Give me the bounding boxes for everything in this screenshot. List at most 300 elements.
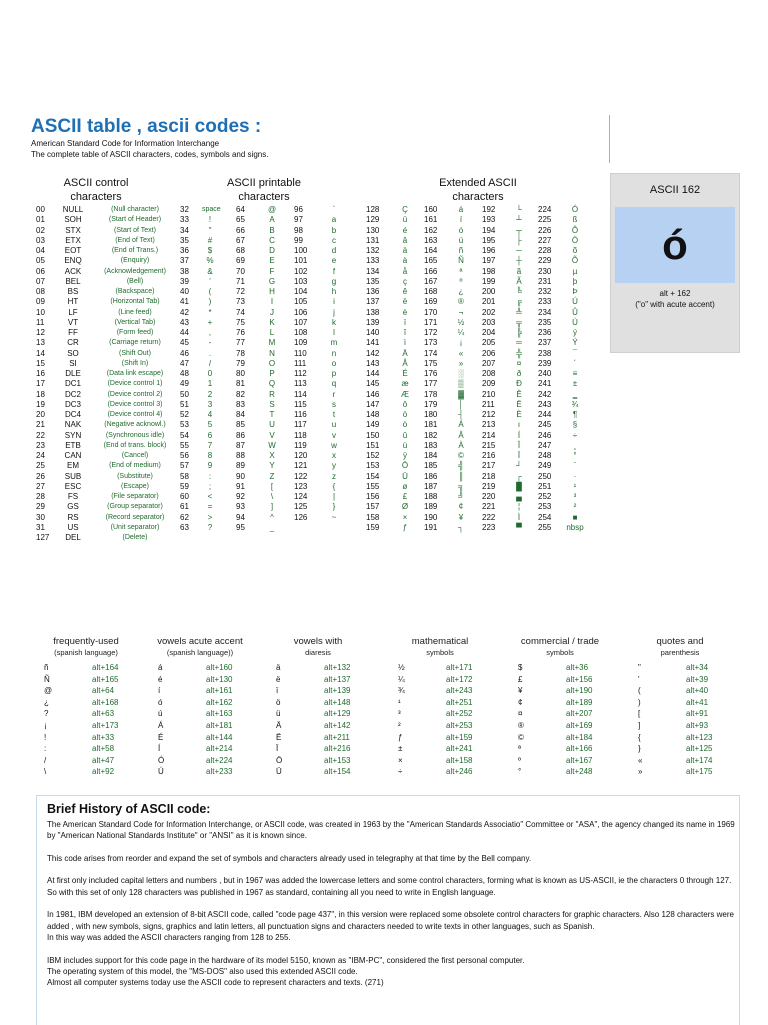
char-cell: ú bbox=[458, 235, 464, 245]
table-row bbox=[36, 400, 166, 410]
char-cell: Õ bbox=[571, 256, 579, 266]
table-row bbox=[366, 215, 598, 225]
char-cell: ╔ bbox=[516, 297, 522, 307]
char-cell: \ bbox=[270, 492, 274, 501]
alt-code-cell: alt+91 bbox=[686, 709, 709, 719]
code-cell: 232 bbox=[538, 287, 552, 296]
list-item bbox=[398, 697, 498, 709]
table-row bbox=[36, 338, 166, 348]
char-cell: Í bbox=[517, 430, 521, 440]
table-row bbox=[180, 390, 350, 400]
code-cell: 21 bbox=[36, 420, 45, 430]
description-cell: (Device control 4) bbox=[107, 411, 163, 418]
symbol-cell: : bbox=[44, 744, 47, 754]
char-cell: ¤ bbox=[516, 358, 522, 368]
table-row bbox=[366, 420, 598, 430]
abbr-cell: DC4 bbox=[64, 410, 81, 419]
code-cell: 168 bbox=[424, 287, 438, 296]
description-cell: (Form feed) bbox=[116, 329, 154, 336]
char-cell: P bbox=[269, 369, 275, 378]
code-cell: 199 bbox=[482, 276, 496, 286]
code-cell: 249 bbox=[538, 461, 552, 471]
code-cell: 70 bbox=[236, 266, 245, 276]
char-cell: Ä bbox=[402, 348, 408, 358]
alt-code-cell: alt+224 bbox=[206, 755, 233, 765]
char-cell: ^ bbox=[270, 512, 274, 522]
alt-code-cell: alt+160 bbox=[206, 663, 233, 672]
alt-code-cell: alt+148 bbox=[324, 697, 351, 707]
abbr-cell: DEL bbox=[65, 533, 81, 542]
code-cell: 213 bbox=[482, 420, 496, 430]
list-item bbox=[276, 685, 376, 697]
code-cell: 233 bbox=[538, 297, 552, 307]
group-title: quotes and bbox=[656, 636, 704, 647]
abbr-cell: HT bbox=[67, 297, 79, 307]
code-cell: 194 bbox=[482, 225, 496, 235]
list-item bbox=[518, 743, 618, 755]
group-subtitle: parenthesis bbox=[660, 648, 700, 657]
symbol-cell: ä bbox=[276, 663, 281, 672]
char-cell: J bbox=[270, 307, 274, 317]
table-row bbox=[366, 308, 598, 318]
code-cell: 14 bbox=[36, 348, 45, 358]
char-cell: ` bbox=[332, 205, 336, 214]
symbol-cell: ¹ bbox=[398, 697, 401, 707]
alt-code-cell: alt+92 bbox=[92, 767, 115, 777]
alt-code-cell: alt+144 bbox=[206, 732, 233, 742]
code-cell: 145 bbox=[366, 379, 380, 389]
code-cell: 34 bbox=[180, 225, 189, 235]
code-cell: 07 bbox=[36, 276, 45, 286]
table-row bbox=[36, 349, 166, 359]
abbr-cell: RS bbox=[67, 512, 79, 522]
abbr-cell: NAK bbox=[64, 420, 82, 430]
alt-code-cell: alt+34 bbox=[686, 663, 709, 672]
code-cell: 216 bbox=[482, 451, 496, 460]
code-cell: 128 bbox=[366, 205, 380, 214]
code-cell: 243 bbox=[538, 399, 552, 409]
code-cell: 03 bbox=[36, 235, 45, 245]
char-cell: × bbox=[402, 512, 408, 522]
code-cell: 38 bbox=[180, 266, 189, 276]
symbol-cell: ö bbox=[276, 697, 281, 707]
code-cell: 188 bbox=[424, 492, 438, 501]
list-item bbox=[276, 708, 376, 720]
code-cell: 100 bbox=[294, 246, 308, 255]
alt-code-cell: alt+233 bbox=[206, 767, 233, 777]
table-row bbox=[180, 513, 350, 523]
table-row bbox=[36, 420, 166, 430]
char-cell: ╝ bbox=[458, 492, 464, 501]
char-cell: + bbox=[207, 317, 213, 327]
code-cell: 20 bbox=[36, 410, 45, 419]
code-cell: 82 bbox=[236, 389, 245, 399]
symbol-cell: ë bbox=[276, 674, 281, 684]
table-row bbox=[36, 359, 166, 369]
table-row bbox=[180, 523, 350, 533]
alt-code-cell: alt+189 bbox=[566, 697, 593, 707]
table-row bbox=[180, 359, 350, 369]
alt-code-cell: alt+253 bbox=[446, 720, 473, 730]
table-row bbox=[36, 328, 166, 338]
symbol-cell: [ bbox=[638, 709, 641, 719]
table-row bbox=[180, 369, 350, 379]
code-cell: 181 bbox=[424, 420, 438, 430]
code-cell: 122 bbox=[294, 471, 308, 481]
symbol-cell: Ë bbox=[276, 732, 282, 742]
abbr-cell: SOH bbox=[64, 215, 82, 225]
code-cell: 27 bbox=[36, 481, 45, 491]
abbr-cell: SUB bbox=[64, 471, 82, 481]
char-cell: L bbox=[269, 328, 275, 337]
code-cell: 118 bbox=[294, 430, 307, 440]
table-row bbox=[36, 277, 166, 287]
char-cell: À bbox=[458, 440, 464, 450]
char-cell: õ bbox=[572, 246, 578, 255]
list-item bbox=[158, 732, 258, 744]
table-row bbox=[366, 472, 598, 482]
char-cell: ' bbox=[209, 276, 211, 286]
code-cell: 253 bbox=[538, 502, 552, 512]
table-row bbox=[180, 461, 350, 471]
code-cell: 76 bbox=[236, 328, 245, 337]
code-cell: 90 bbox=[236, 471, 245, 481]
list-item bbox=[44, 766, 144, 778]
code-cell: 117 bbox=[294, 420, 307, 430]
char-cell: ┘ bbox=[516, 461, 522, 471]
card-description: ("o" with acute accent) bbox=[635, 300, 715, 309]
list-item bbox=[44, 674, 144, 686]
alt-code-cell: alt+36 bbox=[566, 663, 589, 672]
char-cell: ö bbox=[402, 410, 408, 419]
code-cell: 206 bbox=[482, 348, 496, 358]
char-cell: Î bbox=[517, 440, 521, 450]
symbol-cell: Ú bbox=[158, 767, 164, 777]
char-cell: ý bbox=[573, 328, 577, 337]
char-cell: « bbox=[458, 348, 464, 358]
group-header bbox=[506, 636, 614, 658]
code-cell: 124 bbox=[294, 492, 308, 501]
table-row bbox=[36, 256, 166, 266]
alt-code-cell: alt+248 bbox=[566, 767, 593, 777]
code-cell: 136 bbox=[366, 287, 380, 296]
code-cell: 191 bbox=[424, 522, 438, 532]
list-item bbox=[276, 697, 376, 709]
abbr-cell: FS bbox=[67, 492, 79, 501]
code-cell: 209 bbox=[482, 379, 496, 389]
code-cell: 97 bbox=[294, 215, 303, 225]
history-paragraph: At first only included capital letters and numbers , but in 1967 was added the lowercase letters and some control characters, forming what is known as US-ASCII, ie the characters 0 through 127. So with this set of only 128 characters was published in 1967 as standard, containing all you need to write in English language. bbox=[47, 876, 732, 897]
symbol-cell: / bbox=[44, 755, 47, 765]
code-cell: 159 bbox=[366, 522, 380, 532]
code-cell: 200 bbox=[482, 287, 496, 296]
code-cell: 09 bbox=[36, 297, 45, 307]
table-row bbox=[180, 492, 350, 502]
table-row bbox=[180, 431, 350, 441]
code-cell: 26 bbox=[36, 471, 45, 481]
description-cell: (Horizontal Tab) bbox=[110, 298, 160, 306]
code-cell: 68 bbox=[236, 246, 245, 255]
list-item bbox=[158, 662, 258, 674]
char-cell: Ü bbox=[402, 471, 408, 481]
char-cell: V bbox=[269, 430, 275, 440]
page-title: ASCII table , ascii codes : bbox=[31, 116, 262, 137]
char-cell: A bbox=[269, 215, 275, 225]
char-cell: é bbox=[402, 225, 408, 235]
code-cell: 51 bbox=[180, 399, 189, 409]
code-cell: 33 bbox=[180, 215, 189, 225]
symbol-cell: ª bbox=[518, 744, 521, 754]
code-cell: 177 bbox=[424, 379, 438, 389]
char-cell: H bbox=[269, 287, 275, 296]
char-cell: Ó bbox=[571, 205, 579, 214]
char-cell: │ bbox=[458, 399, 464, 409]
char-cell: ╦ bbox=[516, 317, 522, 327]
code-cell: 42 bbox=[180, 307, 189, 317]
list-item bbox=[158, 766, 258, 778]
table-row bbox=[36, 390, 166, 400]
group-title: commercial / trade bbox=[520, 636, 600, 647]
table-row bbox=[366, 379, 598, 389]
table-row bbox=[36, 287, 166, 297]
char-cell: = bbox=[207, 502, 213, 512]
table-row bbox=[366, 369, 598, 379]
code-cell: 242 bbox=[538, 389, 552, 399]
char-cell: , bbox=[208, 328, 212, 337]
code-cell: 95 bbox=[236, 522, 245, 532]
code-cell: 115 bbox=[294, 399, 307, 409]
code-cell: 110 bbox=[294, 348, 307, 358]
code-cell: 227 bbox=[538, 235, 552, 245]
char-cell: & bbox=[207, 266, 213, 276]
table-row bbox=[180, 256, 350, 266]
code-cell: 28 bbox=[36, 492, 45, 501]
code-cell: 239 bbox=[538, 358, 552, 368]
code-cell: 44 bbox=[180, 328, 189, 337]
char-cell: v bbox=[332, 430, 336, 440]
char-cell: ¾ bbox=[571, 399, 579, 409]
description-cell: (Escape) bbox=[120, 482, 149, 490]
code-cell: 172 bbox=[424, 328, 438, 337]
group-title: frequently-used bbox=[53, 636, 119, 647]
char-cell: 7 bbox=[207, 440, 213, 450]
code-cell: 11 bbox=[36, 317, 45, 327]
char-cell: ¡ bbox=[459, 338, 463, 348]
code-cell: 113 bbox=[294, 379, 307, 389]
ascii-162-card bbox=[610, 173, 740, 353]
code-cell: 164 bbox=[424, 246, 438, 255]
code-cell: 79 bbox=[236, 358, 245, 368]
char-cell: ! bbox=[208, 215, 212, 225]
history-paragraph: The American Standard Code for Information Interchange, or ASCII code, was created in 1963 by the "American Standards Associatio" Committee or "ASA", the agency changed its name in 1969 by "American National Standards Institute" or "ANSI" as it is known since. bbox=[47, 820, 735, 841]
control-table bbox=[36, 205, 166, 543]
code-cell: 160 bbox=[424, 205, 438, 214]
char-cell: ã bbox=[516, 266, 522, 276]
char-cell: : bbox=[208, 471, 212, 481]
symbol-cell: ¥ bbox=[518, 686, 523, 696]
list-item bbox=[638, 708, 738, 720]
alt-code-cell: alt+241 bbox=[446, 744, 473, 754]
alt-code-cell: alt+130 bbox=[206, 674, 233, 684]
char-cell: Æ bbox=[401, 389, 409, 399]
code-cell: 32 bbox=[180, 205, 189, 214]
alt-code-cell: alt+246 bbox=[446, 767, 473, 777]
code-cell: 186 bbox=[424, 471, 438, 481]
list-item bbox=[518, 685, 618, 697]
alt-code-cell: alt+132 bbox=[324, 663, 351, 672]
table-row bbox=[36, 431, 166, 441]
table-row bbox=[36, 308, 166, 318]
group-list bbox=[398, 662, 498, 778]
code-cell: 23 bbox=[36, 440, 45, 450]
table-row bbox=[36, 369, 166, 379]
list-item bbox=[44, 662, 144, 674]
char-cell: ÿ bbox=[403, 451, 407, 460]
table-row bbox=[36, 215, 166, 225]
table-row bbox=[36, 236, 166, 246]
code-cell: 02 bbox=[36, 225, 45, 235]
table-row bbox=[36, 482, 166, 492]
code-cell: 230 bbox=[538, 266, 552, 276]
description-cell: (Cancel) bbox=[121, 452, 149, 459]
char-cell: s bbox=[332, 399, 336, 409]
code-cell: 13 bbox=[36, 338, 45, 348]
char-cell: f bbox=[332, 266, 336, 276]
code-cell: 184 bbox=[424, 451, 438, 460]
alt-code-cell: alt+164 bbox=[92, 663, 119, 672]
alt-code-cell: alt+190 bbox=[566, 686, 593, 696]
char-cell: 9 bbox=[207, 461, 213, 471]
abbr-cell: SI bbox=[69, 358, 77, 368]
code-cell: 88 bbox=[236, 451, 245, 460]
table-row bbox=[180, 400, 350, 410]
char-cell: ¢ bbox=[458, 502, 464, 512]
code-cell: 179 bbox=[424, 399, 438, 409]
char-cell: └ bbox=[516, 205, 522, 214]
code-cell: 49 bbox=[180, 379, 189, 389]
symbol-cell: ! bbox=[44, 732, 47, 742]
table-row bbox=[180, 472, 350, 482]
char-cell: Ô bbox=[571, 225, 579, 235]
code-cell: 43 bbox=[180, 317, 189, 327]
table-row bbox=[36, 513, 166, 523]
char-cell: ± bbox=[572, 379, 578, 389]
code-cell: 103 bbox=[294, 276, 308, 286]
code-cell: 147 bbox=[366, 399, 380, 409]
char-cell: ‗ bbox=[572, 389, 578, 399]
code-cell: 137 bbox=[366, 297, 380, 307]
table-row bbox=[36, 451, 166, 461]
group-header bbox=[264, 636, 372, 658]
char-cell: l bbox=[333, 328, 335, 337]
symbol-cell: ' bbox=[638, 674, 640, 684]
char-cell: þ bbox=[572, 276, 578, 286]
code-cell: 240 bbox=[538, 369, 552, 378]
char-cell: ┌ bbox=[516, 471, 522, 481]
symbol-cell: É bbox=[158, 732, 164, 742]
list-item bbox=[518, 755, 618, 767]
code-cell: 99 bbox=[294, 235, 303, 245]
table-row bbox=[36, 410, 166, 420]
history-paragraph: This code arises from reorder and expand the set of symbols and characters already used in telegraphy at that time by the Bell company. bbox=[47, 853, 532, 863]
code-cell: 57 bbox=[180, 461, 189, 471]
table-row bbox=[180, 502, 350, 512]
code-cell: 74 bbox=[236, 307, 245, 317]
symbol-cell: » bbox=[638, 767, 643, 777]
group-header bbox=[146, 636, 254, 658]
char-cell: C bbox=[269, 235, 275, 245]
char-cell: [ bbox=[270, 481, 274, 491]
char-cell: < bbox=[207, 492, 213, 501]
code-cell: 92 bbox=[236, 492, 245, 501]
alt-code-cell: alt+165 bbox=[92, 674, 119, 684]
list-item bbox=[44, 708, 144, 720]
description-cell: (Start of Header) bbox=[108, 216, 162, 224]
code-cell: 219 bbox=[482, 481, 496, 491]
symbol-cell: £ bbox=[518, 674, 523, 684]
table-row bbox=[36, 205, 166, 215]
char-cell: è bbox=[402, 307, 408, 317]
code-cell: 237 bbox=[538, 338, 552, 348]
symbol-cell: ¾ bbox=[398, 686, 405, 696]
code-cell: 202 bbox=[482, 307, 496, 317]
symbol-cell: ñ bbox=[44, 663, 49, 672]
table-row bbox=[180, 267, 350, 277]
list-item bbox=[518, 708, 618, 720]
code-cell: 87 bbox=[236, 440, 245, 450]
table-row bbox=[366, 451, 598, 461]
code-cell: 149 bbox=[366, 420, 380, 430]
symbol-cell: é bbox=[158, 674, 163, 684]
code-cell: 108 bbox=[294, 328, 308, 337]
char-cell: c bbox=[332, 235, 336, 245]
symbol-cell: ï bbox=[276, 686, 279, 696]
table-row bbox=[366, 277, 598, 287]
description-cell: (Shift Out) bbox=[119, 349, 151, 357]
list-item bbox=[518, 766, 618, 778]
alt-code-cell: alt+163 bbox=[206, 709, 233, 719]
table-row bbox=[366, 502, 598, 512]
description-cell: (Negative acknowl.) bbox=[104, 421, 166, 429]
abbr-cell: ACK bbox=[64, 266, 82, 276]
char-cell: X bbox=[269, 451, 275, 460]
code-cell: 218 bbox=[482, 471, 496, 481]
code-cell: 189 bbox=[424, 502, 438, 512]
char-cell: § bbox=[572, 420, 578, 430]
code-cell: 125 bbox=[294, 502, 308, 512]
group-list bbox=[276, 662, 376, 778]
code-cell: 225 bbox=[538, 215, 552, 225]
char-cell: b bbox=[331, 225, 337, 235]
code-cell: 107 bbox=[294, 317, 308, 327]
abbr-cell: EM bbox=[67, 461, 79, 471]
subtitle: American Standard Code for Information Interchange bbox=[31, 139, 220, 148]
abbr-cell: ESC bbox=[64, 481, 82, 491]
description-cell: (Device control 1) bbox=[107, 380, 163, 388]
table-row bbox=[180, 246, 350, 256]
symbol-cell: ± bbox=[398, 744, 403, 754]
char-cell: 6 bbox=[207, 430, 213, 440]
code-cell: 127 bbox=[36, 533, 50, 542]
code-cell: 119 bbox=[294, 440, 307, 450]
description-cell: (Acknowledgement) bbox=[104, 267, 166, 275]
list-item bbox=[518, 697, 618, 709]
list-item bbox=[276, 766, 376, 778]
subtitle-description: The complete table of ASCII characters, codes, symbols and signs. bbox=[31, 150, 269, 159]
char-cell: Ö bbox=[401, 461, 409, 471]
char-cell: O bbox=[268, 358, 276, 368]
char-cell: Ù bbox=[572, 317, 578, 327]
